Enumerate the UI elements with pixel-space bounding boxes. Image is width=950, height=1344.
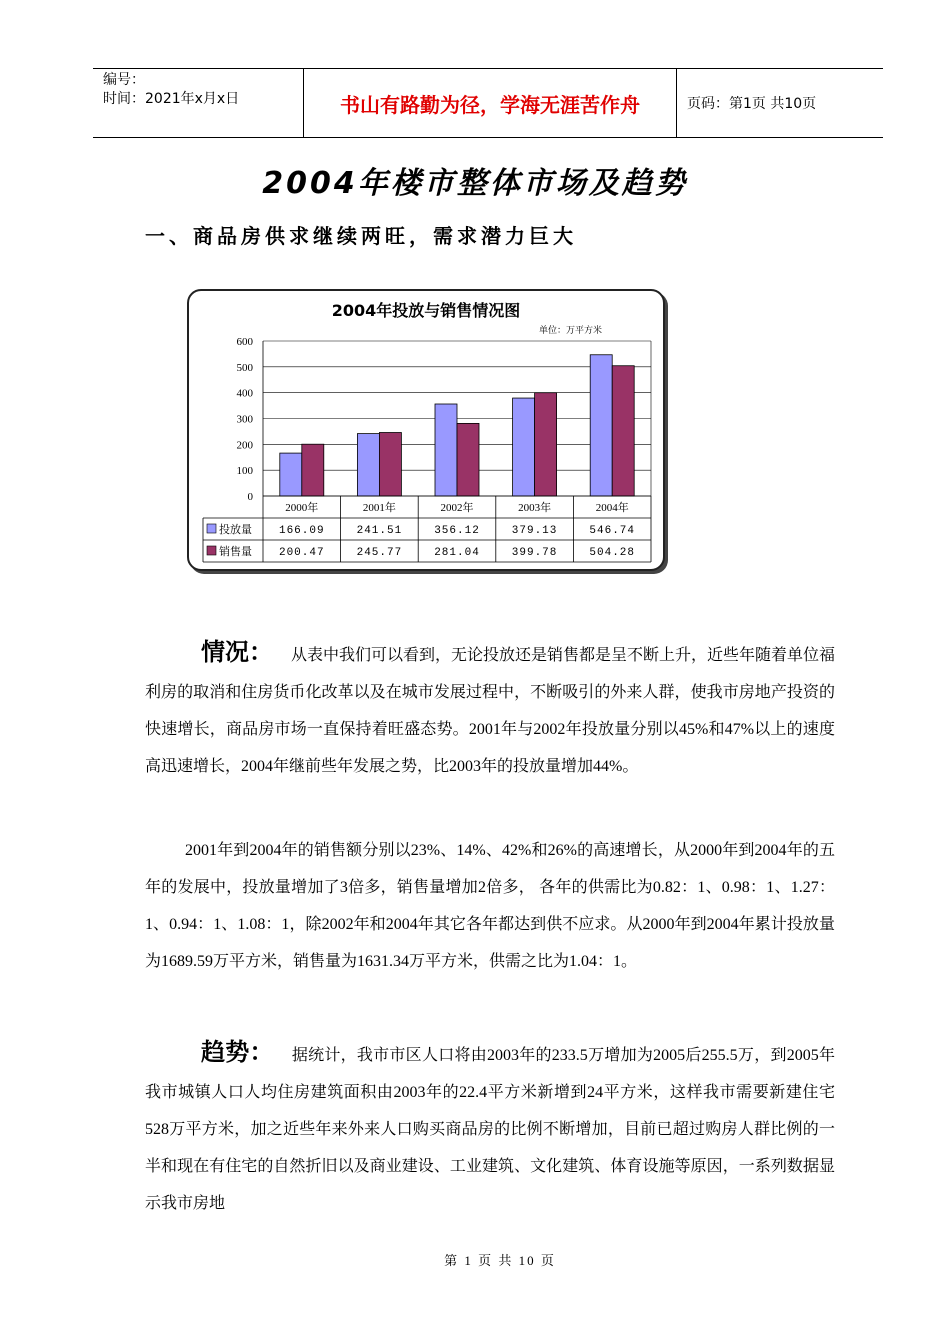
legend-label: 销售量: [219, 545, 252, 558]
header-motto: 书山有路勤为径，学海无涯苦作舟: [303, 69, 677, 137]
bar-sales: [535, 393, 557, 496]
y-tick-label: 500: [236, 361, 253, 374]
data-label: 504.28: [589, 547, 636, 559]
bar-sales: [379, 433, 401, 496]
situation-paragraph: [145, 634, 835, 785]
data-label: 241.51: [356, 525, 403, 537]
header-page-label: 页码：第1页 共10页: [687, 96, 817, 112]
section-title: 一、商品房供求继续两旺，需求潜力巨大: [145, 224, 577, 248]
bar-supply: [435, 404, 457, 496]
trend-text: 据统计，我市市区人口将由2003年的233.5万增加为2005后255.5万，到2005年我市城镇人口人均住房建筑面积由2003年的22.4平方米新增到24平方米，这样我市需要新建住宅528万平方米，加之近些年来外来人口购买商品房的比例不断增加，目前已超过购房人群比例的一半和现在有住宅的自然折旧以及商业建设、工业建筑、文化建筑、体育设施等原因，一系列数据显示我市房地: [145, 1047, 835, 1212]
data-label: 356.12: [434, 525, 480, 537]
y-tick-label: 100: [236, 465, 253, 478]
chart-container: [187, 289, 665, 571]
x-category-label: 2003年: [518, 502, 552, 514]
y-tick-label: 400: [236, 387, 253, 400]
y-tick-label: 300: [236, 413, 253, 426]
trend-paragraph: [145, 1034, 835, 1222]
legend-label: 投放量: [219, 523, 252, 536]
page-header: [93, 68, 883, 138]
y-tick-label: 200: [236, 439, 253, 452]
bar-supply: [590, 355, 612, 496]
bar-sales: [612, 366, 634, 496]
chart-title: 2004年投放与销售情况图: [331, 301, 521, 320]
bar-sales: [302, 444, 324, 496]
legend-swatch: [207, 546, 216, 555]
page-footer: 第 1 页 共 10 页: [444, 1253, 556, 1268]
bar-supply: [513, 398, 535, 496]
data-label: 281.04: [434, 547, 480, 559]
data-label: 399.78: [511, 547, 558, 559]
document-title: 2004年楼市整体市场及趋势: [262, 166, 688, 201]
x-category-label: 2004年: [595, 502, 629, 514]
situation-label: 情况：: [201, 638, 273, 666]
time-label: 时间：2021年x月x日: [103, 91, 240, 107]
bar-supply: [280, 453, 302, 496]
legend-swatch: [207, 524, 216, 533]
data-label: 546.74: [589, 525, 636, 537]
bar-sales: [457, 423, 479, 496]
data-label: 245.77: [356, 547, 403, 559]
situation-paragraph-2: 2001年到2004年的销售额分别以23%、14%、42%和26%的高速增长，从2000年到2004年的五年的发展中，投放量增加了3倍多，销售量增加2倍多， 各年的供需比为0.82：1、0.98：1、1.27：1、0.94：1、1.08：1，除2002年和2004年其它各年都达到供不应求。从2000年到2004年累计投放量为1689.59万平方米，销售量为1631.34万平方米，供需之比为1.04：1。: [145, 842, 835, 970]
x-category-label: 2000年: [285, 502, 319, 514]
data-label: 200.47: [278, 547, 325, 559]
bar-supply: [357, 434, 379, 496]
number-label: 编号：: [103, 72, 145, 88]
data-label: 379.13: [511, 525, 558, 537]
y-tick-label: 600: [236, 336, 253, 348]
x-category-label: 2001年: [362, 502, 396, 514]
data-label: 166.09: [278, 525, 325, 537]
bar-chart: [189, 291, 663, 569]
header-meta: [93, 69, 303, 137]
situation-text-1: 从表中我们可以看到，无论投放还是销售都是呈不断上升，近些年随着单位福利房的取消和住房货币化改革以及在城市发展过程中，不断吸引的外来人群，使我市房地产投资的快速增长，商品房市场一直保持着旺盛态势。2001年与2002年投放量分别以45%和47%以上的速度高迅速增长，2004年继前些年发展之势，比2003年的投放量增加44%。: [145, 647, 836, 775]
trend-label: 趋势：: [201, 1038, 274, 1066]
y-tick-label: 0: [247, 491, 253, 503]
chart-unit-label: 单位：万平方米: [539, 326, 603, 336]
x-category-label: 2002年: [440, 502, 474, 514]
